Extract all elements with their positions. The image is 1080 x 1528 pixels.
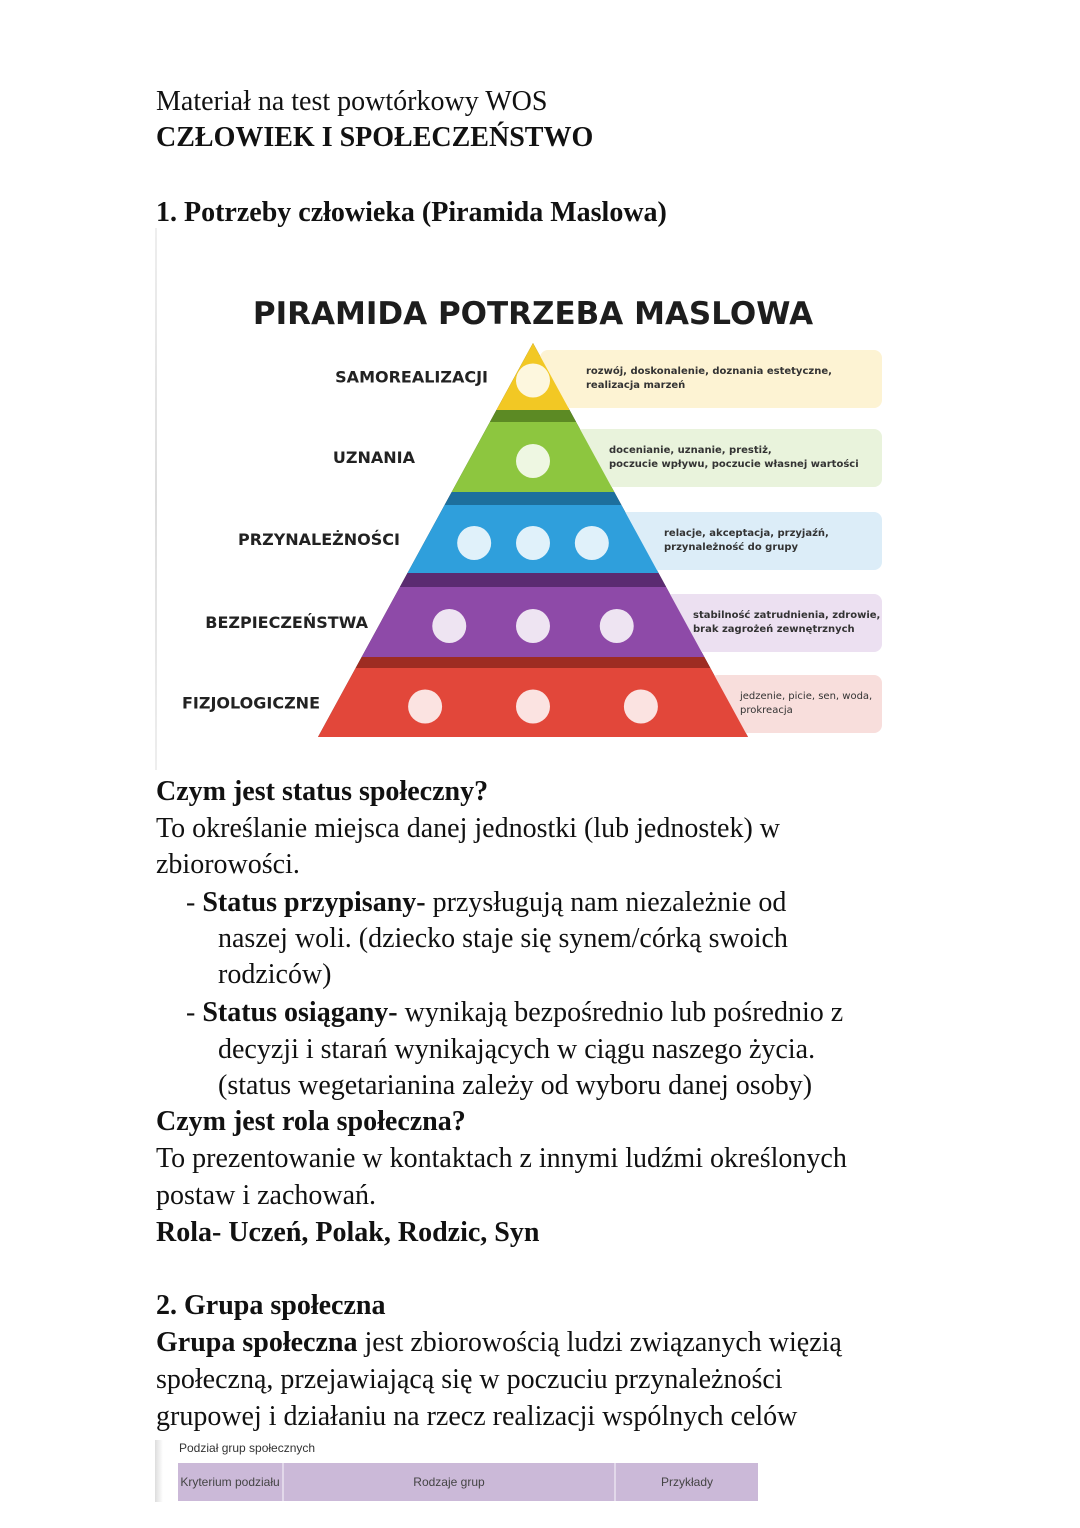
trophy-icon (516, 364, 550, 398)
status-question: Czym jest status społeczny? (156, 776, 489, 807)
level-description: relacje, akceptacja, przyjaźń, (664, 528, 829, 539)
food-icon (516, 690, 550, 724)
role-examples: Rola- Uczeń, Polak, Rodzic, Syn (156, 1217, 540, 1248)
level-description: brak zagrożeń zewnętrznych (693, 624, 855, 635)
level-description: przynależność do grupy (664, 542, 799, 553)
level-name: PRZYNALEŻNOŚCI (238, 530, 400, 549)
shield-icon (600, 609, 634, 643)
level-description-box (575, 429, 882, 487)
ascribed-status-text: rodziców) (218, 959, 332, 990)
group-definition-line: społeczną, przejawiającą się w poczuciu przynależności (156, 1364, 783, 1395)
level-name: UZNANIA (332, 448, 415, 467)
shield-icon (516, 609, 550, 643)
group-term: Grupa społeczna (156, 1327, 358, 1358)
document-subtitle: CZŁOWIEK I SPOŁECZEŃSTWO (156, 122, 594, 153)
family-icon (457, 526, 491, 560)
level-description: rozwój, doskonalenie, doznania estetyczne, (586, 366, 832, 377)
shield-icon (432, 609, 466, 643)
level-description-box (665, 594, 882, 652)
level-description: docenianie, uznanie, prestiż, (609, 445, 772, 456)
section-2-heading: 2. Grupa społeczna (156, 1290, 386, 1321)
pyramid-title: PIRAMIDA POTRZEBA MASLOWA (252, 296, 814, 332)
ascribed-status-text: naszej woli. (dziecko staje się synem/córką swoich (218, 923, 788, 954)
family-icon (575, 526, 609, 560)
level-description: realizacja marzeń (586, 380, 686, 391)
ascribed-status-item: - Status przypisany- przysługują nam niezależnie od (186, 887, 787, 918)
table-header-examples: Przykłady (660, 1475, 713, 1489)
thumbs-up-icon (516, 444, 550, 478)
food-icon (408, 690, 442, 724)
section-1-heading: 1. Potrzeby człowieka (Piramida Maslowa) (156, 197, 667, 228)
table-header-group-types: Rodzaje grup (284, 1463, 616, 1501)
level-description-box (620, 512, 882, 570)
achieved-status-text: wynikają bezpośrednio lub pośrednio z (397, 997, 844, 1028)
level-description: prokreacja (740, 705, 793, 716)
food-icon (624, 690, 658, 724)
level-name: BEZPIECZEŃSTWA (205, 613, 368, 632)
family-icon (516, 526, 550, 560)
level-description: stabilność zatrudnienia, zdrowie, (693, 610, 881, 621)
group-definition-line: grupowej i działaniu na rzecz realizacji wspólnych celów (156, 1401, 798, 1432)
achieved-status-text: (status wegetarianina zależy od wyboru danej osoby) (218, 1070, 813, 1101)
table-image-edge (155, 1440, 163, 1502)
level-description-box (540, 350, 882, 408)
achieved-status-item: - Status osiągany- wynikają bezpośrednio lub pośrednio z (186, 997, 844, 1028)
groups-table-header (178, 1463, 758, 1501)
group-definition-line (156, 1324, 842, 1361)
table-caption: Podział grup społecznych (179, 1441, 316, 1455)
level-description: poczucie wpływu, poczucie własnej wartości (609, 459, 859, 470)
table-header-criterion: Kryterium podziału (178, 1463, 284, 1501)
document-title: Materiał na test powtórkowy WOS (156, 86, 548, 117)
status-definition-line: zbiorowości. (156, 849, 300, 880)
status-definition-line: To określanie miejsca danej jednostki (lub jednostek) w (156, 813, 780, 844)
level-name: FIZJOLOGICZNE (181, 693, 320, 713)
achieved-status-term: Status osiągany- (202, 997, 398, 1028)
ascribed-status-term: Status przypisany- (202, 887, 426, 918)
role-definition-line: postaw i zachowań. (156, 1180, 377, 1211)
ascribed-status-text: przysługują nam niezależnie od (425, 887, 787, 918)
achieved-status-text: decyzji i starań wynikających w ciągu naszego życia. (218, 1034, 816, 1065)
group-definition-text: jest zbiorowością ludzi związanych więzią (357, 1327, 842, 1358)
role-question: Czym jest rola społeczna? (156, 1106, 466, 1137)
level-description: jedzenie, picie, sen, woda, (740, 691, 873, 702)
level-name: SAMOREALIZACJI (335, 367, 488, 387)
role-definition-line: To prezentowanie w kontaktach z innymi ludźmi określonych (156, 1143, 847, 1174)
